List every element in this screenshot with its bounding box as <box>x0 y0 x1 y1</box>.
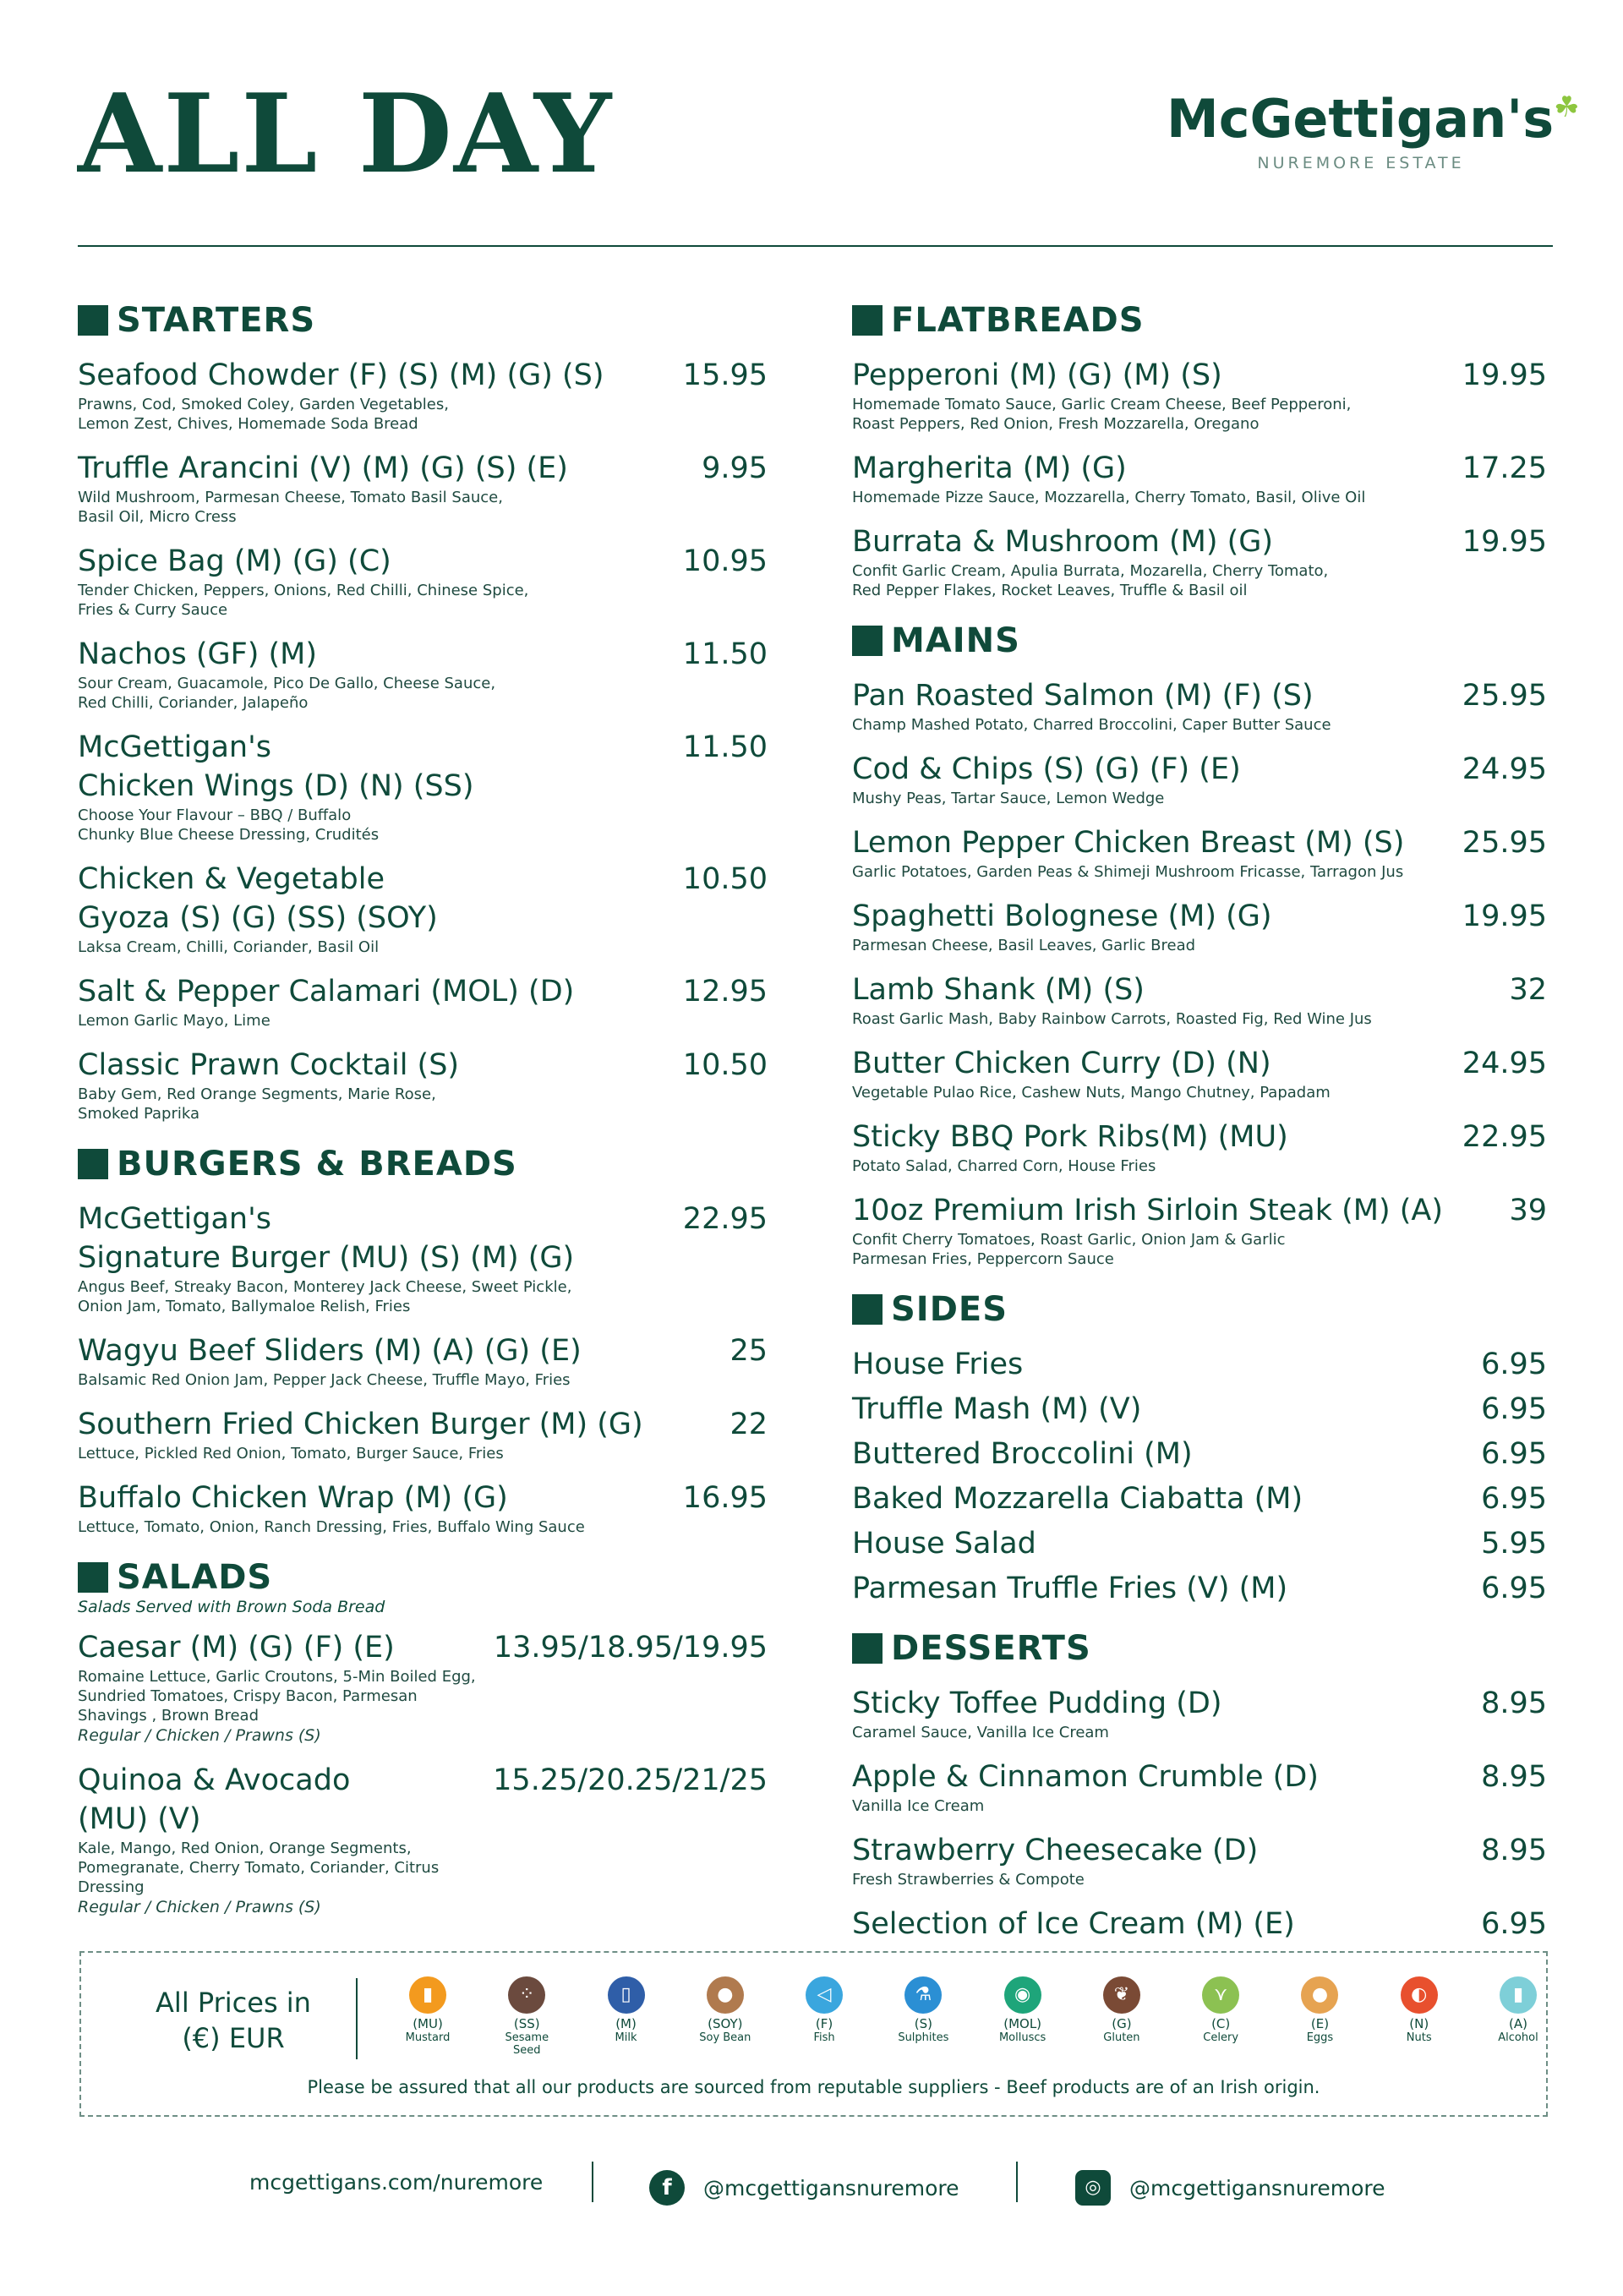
menu-item <box>78 1331 768 1390</box>
menu-item-text <box>78 860 666 957</box>
allergen-label: Eggs <box>1306 2031 1334 2044</box>
menu-item-name: Lamb Shank (M) (S) <box>852 973 1145 1007</box>
header-divider <box>78 245 1553 247</box>
menu-item-price: 24.95 <box>1462 1047 1547 1080</box>
section-title: DESSERTS <box>891 1629 1091 1668</box>
menu-item-price: 6.95 <box>1481 1572 1547 1605</box>
allergen-item <box>881 1976 965 2044</box>
menu-item-price: 11.50 <box>682 637 768 671</box>
section-heading <box>852 1289 1547 1330</box>
menu-section <box>852 620 1547 1269</box>
menu-item-text <box>852 1758 1464 1816</box>
menu-item-text <box>78 449 685 527</box>
menu-item-description: Confit Cherry Tomatoes, Roast Garlic, Onion Jam & Garlic Parmesan Fries, Peppercorn Sauce <box>852 1231 1286 1268</box>
menu-item <box>78 449 768 527</box>
menu-item-price: 25.95 <box>1462 826 1547 860</box>
menu-item-name: Apple & Cinnamon Crumble (D) <box>852 1760 1319 1794</box>
section-title: FLATBREADS <box>891 301 1145 340</box>
allergen-item <box>981 1976 1065 2044</box>
menu-item-price: 10.95 <box>682 544 768 578</box>
menu-item-options: Regular / Chicken / Prawns (S) <box>78 1898 321 1916</box>
menu-item-name: Baked Mozzarella Ciabatta (M) <box>852 1482 1303 1516</box>
instagram-icon: ◎ <box>1075 2170 1111 2206</box>
menu-item-name: House Salad <box>852 1527 1036 1561</box>
nuts-icon: ◐ <box>1401 1976 1438 2014</box>
section-note: Salads Served with Brown Soda Bread <box>78 1598 385 1616</box>
footer-divider <box>592 2162 593 2202</box>
allergen-item <box>782 1976 866 2044</box>
menu-item-description: Champ Mashed Potato, Charred Broccolini, Caper Butter Sauce <box>852 716 1331 734</box>
instagram-handle: @mcgettigansnuremore <box>1129 2175 1385 2200</box>
menu-item <box>78 1200 768 1316</box>
menu-item-text <box>852 970 1492 1029</box>
menu-item-text <box>852 1118 1445 1176</box>
menu-item-text <box>852 1044 1445 1102</box>
menu-item-text <box>78 1405 713 1463</box>
menu-item-text <box>78 1046 666 1123</box>
menu-item-name: Spaghetti Bolognese (M) (G) <box>852 899 1272 933</box>
menu-item <box>78 356 768 434</box>
menu-item-name: Pepperoni (M) (G) (M) (S) <box>852 358 1222 392</box>
allergen-legend <box>79 1951 1548 2117</box>
section-title: BURGERS & BREADS <box>117 1145 517 1184</box>
menu-item-price: 9.95 <box>702 451 768 485</box>
allergen-code: (F) <box>815 2016 833 2031</box>
allergen-label: Celery <box>1203 2031 1239 2044</box>
website-link[interactable] <box>249 2170 543 2195</box>
section-heading <box>852 300 1547 341</box>
menu-item <box>852 1044 1547 1102</box>
menu-item <box>852 1758 1547 1816</box>
menu-item-price: 15.25/20.25/21/25 <box>493 1763 768 1797</box>
facebook-icon: f <box>649 2170 685 2206</box>
menu-item-price: 6.95 <box>1481 1907 1547 1941</box>
menu-item-name: Wagyu Beef Sliders (M) (A) (G) (E) <box>78 1334 582 1368</box>
menu-item-text <box>852 1684 1464 1742</box>
menu-item-name: Buttered Broccolini (M) <box>852 1437 1193 1471</box>
sesame-icon: ⁘ <box>508 1976 545 2014</box>
menu-item-price: 19.95 <box>1462 525 1547 559</box>
menu-item-description: Potato Salad, Charred Corn, House Fries <box>852 1157 1156 1175</box>
menu-item-name: Parmesan Truffle Fries (V) (M) <box>852 1572 1288 1605</box>
menu-item-price: 6.95 <box>1481 1437 1547 1471</box>
clover-icon: ☘ <box>1554 90 1580 124</box>
currency-note-line1: All Prices in <box>156 1987 311 2019</box>
menu-item-price: 17.25 <box>1462 451 1547 485</box>
menu-item-name: Quinoa & Avocado (MU) (V) <box>78 1763 351 1836</box>
menu-item-name: Strawberry Cheesecake (D) <box>852 1834 1259 1867</box>
menu-section <box>78 1144 768 1537</box>
section-title: SALADS <box>117 1558 273 1597</box>
allergen-code: (G) <box>1112 2016 1132 2031</box>
menu-item-text <box>78 1200 666 1316</box>
allergen-code: (N) <box>1409 2016 1429 2031</box>
menu-item-text <box>852 1905 1464 1943</box>
milk-icon: ▯ <box>608 1976 645 2014</box>
menu-item-description: Fresh Strawberries & Compote <box>852 1871 1085 1889</box>
menu-item-name: Margherita (M) (G) <box>852 451 1127 485</box>
facebook-handle: @mcgettigansnuremore <box>703 2175 959 2200</box>
menu-item-name: Butter Chicken Curry (D) (N) <box>852 1047 1271 1080</box>
fish-icon: ◁ <box>806 1976 843 2014</box>
allergen-label: Nuts <box>1406 2031 1432 2044</box>
allergen-code: (C) <box>1211 2016 1231 2031</box>
allergen-label: Fish <box>813 2031 835 2044</box>
menu-item-description: Choose Your Flavour – BBQ / Buffalo Chunky Blue Cheese Dressing, Crudités <box>78 806 380 844</box>
allergen-item <box>1079 1976 1164 2044</box>
menu-item-price: 6.95 <box>1481 1482 1547 1516</box>
website-text: mcgettigans.com/nuremore <box>249 2170 544 2195</box>
menu-section <box>78 1557 768 1917</box>
menu-item <box>852 750 1547 808</box>
menu-item <box>78 1628 768 1746</box>
menu-item-text <box>78 972 666 1030</box>
soy-icon: ● <box>707 1976 744 2014</box>
section-title: MAINS <box>891 621 1020 660</box>
footer <box>0 2160 1623 2211</box>
menu-item-name: House Fries <box>852 1348 1024 1381</box>
menu-item <box>852 1905 1547 1943</box>
allergen-item <box>1377 1976 1462 2044</box>
menu-item-name: Selection of Ice Cream (M) (E) <box>852 1907 1295 1941</box>
menu-item-name: Salt & Pepper Calamari (MOL) (D) <box>78 975 575 1009</box>
allergen-label: Milk <box>615 2031 637 2044</box>
allergen-item <box>1476 1976 1560 2044</box>
menu-item-name: Buffalo Chicken Wrap (M) (G) <box>78 1481 508 1515</box>
menu-item-description: Sour Cream, Guacamole, Pico De Gallo, Cheese Sauce, Red Chilli, Coriander, Jalapeño <box>78 675 496 712</box>
menu-item-name: Spice Bag (M) (G) (C) <box>78 544 391 578</box>
menu-item-description: Roast Garlic Mash, Baby Rainbow Carrots, Roasted Fig, Red Wine Jus <box>852 1010 1372 1028</box>
menu-item <box>78 972 768 1030</box>
menu-item-text <box>852 1479 1464 1518</box>
section-heading <box>78 1144 768 1184</box>
menu-item <box>78 1405 768 1463</box>
section-heading <box>78 1557 768 1598</box>
page-title: ALL DAY <box>78 71 614 198</box>
menu-item-price: 15.95 <box>682 358 768 392</box>
menu-item-name: Southern Fried Chicken Burger (M) (G) <box>78 1408 643 1441</box>
menu-item-description: Mushy Peas, Tartar Sauce, Lemon Wedge <box>852 790 1165 807</box>
menu-item <box>852 1435 1547 1473</box>
menu-item-price: 8.95 <box>1481 1834 1547 1867</box>
menu-item-name: 10oz Premium Irish Sirloin Steak (M) (A) <box>852 1194 1443 1227</box>
allergen-code: (A) <box>1509 2016 1527 2031</box>
menu-item-description: Confit Garlic Cream, Apulia Burrata, Mozarella, Cherry Tomato, Red Pepper Flakes, Rocket Leaves, Truffle & Basil oil <box>852 562 1329 599</box>
allergen-code: (S) <box>914 2016 932 2031</box>
menu-item-price: 32 <box>1509 973 1547 1007</box>
menu-item-price: 10.50 <box>682 1048 768 1082</box>
heading-square-icon <box>852 626 883 656</box>
menu-item-name: Caesar (M) (G) (F) (E) <box>78 1631 395 1665</box>
instagram-link[interactable] <box>1075 2170 1385 2206</box>
menu-item-text <box>852 1435 1464 1473</box>
sourcing-note: Please be assured that all our products are sourced from reputable suppliers - Beef products are of an Irish origin. <box>307 2077 1320 2097</box>
menu-item-description: Parmesan Cheese, Basil Leaves, Garlic Bread <box>852 937 1196 954</box>
menu-item-price: 22 <box>730 1408 768 1441</box>
menu-item-name: McGettigan's Signature Burger (MU) (S) (M) (G) <box>78 1202 575 1275</box>
menu-item-text <box>852 1569 1464 1608</box>
menu-item-text <box>78 542 666 620</box>
menu-item-description: Garlic Potatoes, Garden Peas & Shimeji Mushroom Fricasse, Tarragon Jus <box>852 863 1404 881</box>
heading-square-icon <box>852 305 883 336</box>
allergen-item <box>484 1976 569 2057</box>
legend-divider <box>356 1978 358 2059</box>
menu-item-price: 25.95 <box>1462 679 1547 713</box>
menu-item-name: Nachos (GF) (M) <box>78 637 318 671</box>
menu-item <box>78 542 768 620</box>
menu-item-name: Burrata & Mushroom (M) (G) <box>852 525 1274 559</box>
menu-item-description: Homemade Pizze Sauce, Mozzarella, Cherry Tomato, Basil, Olive Oil <box>852 489 1366 506</box>
menu-item-text <box>852 1524 1464 1563</box>
molluscs-icon: ◉ <box>1004 1976 1041 2014</box>
logo-subtitle: NUREMORE ESTATE <box>1257 154 1465 172</box>
alcohol-icon: ▮ <box>1500 1976 1537 2014</box>
heading-square-icon <box>78 305 108 336</box>
section-title: STARTERS <box>117 301 316 340</box>
section-heading <box>852 1628 1547 1669</box>
facebook-link[interactable] <box>649 2170 959 2206</box>
footer-divider <box>1016 2162 1018 2202</box>
menu-item <box>852 1684 1547 1742</box>
menu-item-description: Wild Mushroom, Parmesan Cheese, Tomato Basil Sauce, Basil Oil, Micro Cress <box>78 489 503 526</box>
menu-item-price: 19.95 <box>1462 358 1547 392</box>
menu-item-name: Sticky Toffee Pudding (D) <box>852 1686 1222 1720</box>
menu-section <box>852 300 1547 600</box>
menu-item-description: Lettuce, Tomato, Onion, Ranch Dressing, Fries, Buffalo Wing Sauce <box>78 1518 585 1536</box>
menu-item-description: Homemade Tomato Sauce, Garlic Cream Cheese, Beef Pepperoni, Roast Peppers, Red Onion, Fresh Mozzarella, Oregano <box>852 396 1352 433</box>
allergen-item <box>1277 1976 1362 2044</box>
menu-item <box>78 860 768 957</box>
right-column <box>852 300 1547 1964</box>
section-heading <box>852 620 1547 661</box>
menu-item <box>78 1046 768 1123</box>
menu-item-name: Lemon Pepper Chicken Breast (M) (S) <box>852 826 1405 860</box>
menu-item-text <box>852 897 1445 955</box>
menu-item-price: 19.95 <box>1462 899 1547 933</box>
menu-item-price: 39 <box>1509 1194 1547 1227</box>
allergen-label: Alcohol <box>1498 2031 1538 2044</box>
celery-icon: ⋎ <box>1202 1976 1239 2014</box>
menu-item-description: Laksa Cream, Chilli, Coriander, Basil Oil <box>78 938 380 956</box>
menu-item-price: 13.95/18.95/19.95 <box>493 1631 768 1665</box>
menu-item-price: 6.95 <box>1481 1348 1547 1381</box>
allergen-code: (MU) <box>413 2016 443 2031</box>
allergen-label: Soy Bean <box>699 2031 751 2044</box>
menu-item <box>852 356 1547 434</box>
menu-item-name: Truffle Mash (M) (V) <box>852 1392 1142 1426</box>
heading-square-icon <box>852 1294 883 1325</box>
menu-item-text <box>78 635 666 713</box>
heading-square-icon <box>78 1562 108 1593</box>
mustard-icon: ▮ <box>409 1976 446 2014</box>
menu-item <box>852 1390 1547 1429</box>
menu-section <box>852 1628 1547 1943</box>
gluten-icon: ❦ <box>1103 1976 1140 2014</box>
menu-item-description: Angus Beef, Streaky Bacon, Monterey Jack Cheese, Sweet Pickle, Onion Jam, Tomato, Ballymaloe Relish, Fries <box>78 1278 572 1315</box>
menu-item-description: Romaine Lettuce, Garlic Croutons, 5-Min Boiled Egg, Sundried Tomatoes, Crispy Bacon, Parmesan Shavings , Brown Bread <box>78 1668 476 1725</box>
menu-item-text <box>852 356 1445 434</box>
menu-item <box>852 522 1547 600</box>
menu-item <box>852 1479 1547 1518</box>
menu-item-text <box>78 728 666 845</box>
section-title: SIDES <box>891 1290 1008 1329</box>
menu-item <box>78 728 768 845</box>
sulphites-icon: ⚗ <box>904 1976 942 2014</box>
menu-item-description: Lemon Garlic Mayo, Lime <box>78 1012 270 1030</box>
allergen-label: Gluten <box>1103 2031 1140 2044</box>
menu-item-price: 12.95 <box>682 975 768 1009</box>
allergen-code: (E) <box>1310 2016 1330 2031</box>
currency-note-line2: (€) EUR <box>182 2022 285 2054</box>
menu-section <box>852 1289 1547 1608</box>
menu-item-text <box>78 1761 476 1917</box>
menu-item-price: 8.95 <box>1481 1686 1547 1720</box>
menu-item-text <box>852 1831 1464 1889</box>
menu-item <box>852 823 1547 882</box>
menu-item <box>78 1479 768 1537</box>
menu-item-description: Vegetable Pulao Rice, Cashew Nuts, Mango Chutney, Papadam <box>852 1084 1331 1102</box>
allergen-code: (M) <box>615 2016 637 2031</box>
allergen-item <box>1178 1976 1263 2044</box>
menu-item <box>78 1761 768 1917</box>
menu-item-text <box>78 356 666 434</box>
menu-item <box>852 1118 1547 1176</box>
menu-item-text <box>852 1345 1464 1384</box>
menu-item <box>78 635 768 713</box>
eggs-icon: ● <box>1301 1976 1338 2014</box>
allergen-code: (SOY) <box>708 2016 743 2031</box>
menu-item-description: Prawns, Cod, Smoked Coley, Garden Vegetables, Lemon Zest, Chives, Homemade Soda Bread <box>78 396 449 433</box>
menu-item-name: Classic Prawn Cocktail (S) <box>78 1048 460 1082</box>
menu-item-price: 5.95 <box>1481 1527 1547 1561</box>
allergen-label: Sesame Seed <box>505 2031 549 2057</box>
menu-item-description: Tender Chicken, Peppers, Onions, Red Chilli, Chinese Spice, Fries & Curry Sauce <box>78 582 529 619</box>
section-heading <box>78 300 768 341</box>
allergen-list <box>405 1976 1538 2069</box>
menu-item <box>852 897 1547 955</box>
menu-item-name: Sticky BBQ Pork Ribs(M) (MU) <box>852 1120 1288 1154</box>
menu-item-price: 6.95 <box>1481 1392 1547 1426</box>
menu-item <box>852 1191 1547 1269</box>
menu-item-text <box>852 676 1445 735</box>
menu-item-name: Truffle Arancini (V) (M) (G) (S) (E) <box>78 451 568 485</box>
menu-item <box>852 1831 1547 1889</box>
menu-item-price: 11.50 <box>682 730 768 764</box>
menu-item <box>852 1569 1547 1608</box>
menu-item-name: McGettigan's Chicken Wings (D) (N) (SS) <box>78 730 474 803</box>
left-column <box>78 300 768 1938</box>
menu-item-name: Seafood Chowder (F) (S) (M) (G) (S) <box>78 358 604 392</box>
heading-square-icon <box>852 1633 883 1664</box>
menu-item-price: 25 <box>730 1334 768 1368</box>
menu-item-options: Regular / Chicken / Prawns (S) <box>78 1726 321 1745</box>
menu-item-description: Kale, Mango, Red Onion, Orange Segments, Pomegranate, Cherry Tomato, Coriander, Citrus Dressing <box>78 1840 440 1896</box>
menu-item-price: 10.50 <box>682 862 768 896</box>
menu-item <box>852 449 1547 507</box>
menu-item <box>852 1524 1547 1563</box>
menu-item-description: Caramel Sauce, Vanilla Ice Cream <box>852 1724 1109 1741</box>
allergen-code: (SS) <box>513 2016 540 2031</box>
menu-item-text <box>78 1331 713 1390</box>
allergen-label: Mustard <box>405 2031 451 2044</box>
allergen-label: Sulphites <box>898 2031 949 2044</box>
menu-item-text <box>78 1628 477 1746</box>
menu-item-description: Balsamic Red Onion Jam, Pepper Jack Cheese, Truffle Mayo, Fries <box>78 1371 571 1389</box>
menu-item <box>852 1345 1547 1384</box>
menu-item-price: 22.95 <box>1462 1120 1547 1154</box>
menu-item-text <box>852 1390 1464 1429</box>
menu-item-text <box>78 1479 666 1537</box>
menu-item-description: Vanilla Ice Cream <box>852 1797 985 1815</box>
menu-item <box>852 676 1547 735</box>
allergen-item <box>584 1976 669 2044</box>
allergen-label: Molluscs <box>998 2031 1046 2044</box>
menu-item-text <box>852 522 1445 600</box>
logo-name: McGettigan's☘ <box>1167 88 1580 150</box>
menu-section <box>78 300 768 1123</box>
menu-item-description: Lettuce, Pickled Red Onion, Tomato, Burger Sauce, Fries <box>78 1445 504 1462</box>
menu-item-name: Pan Roasted Salmon (M) (F) (S) <box>852 679 1314 713</box>
allergen-item <box>385 1976 470 2044</box>
menu-item-price: 24.95 <box>1462 752 1547 786</box>
menu-item-name: Cod & Chips (S) (G) (F) (E) <box>852 752 1241 786</box>
menu-item-text <box>852 823 1445 882</box>
brand-logo <box>1167 88 1580 172</box>
menu-item-text <box>852 750 1445 808</box>
menu-item-text <box>852 1191 1492 1269</box>
menu-item-description: Baby Gem, Red Orange Segments, Marie Rose, Smoked Paprika <box>78 1085 436 1123</box>
heading-square-icon <box>78 1149 108 1179</box>
menu-item-price: 22.95 <box>682 1202 768 1236</box>
menu-item-price: 8.95 <box>1481 1760 1547 1794</box>
menu-item-name: Chicken & Vegetable Gyoza (S) (G) (SS) (SOY) <box>78 862 438 935</box>
allergen-item <box>683 1976 768 2044</box>
menu-item-price: 16.95 <box>682 1481 768 1515</box>
currency-note <box>107 1985 360 2056</box>
menu-item <box>852 970 1547 1029</box>
menu-item-text <box>852 449 1445 507</box>
allergen-code: (MOL) <box>1003 2016 1042 2031</box>
